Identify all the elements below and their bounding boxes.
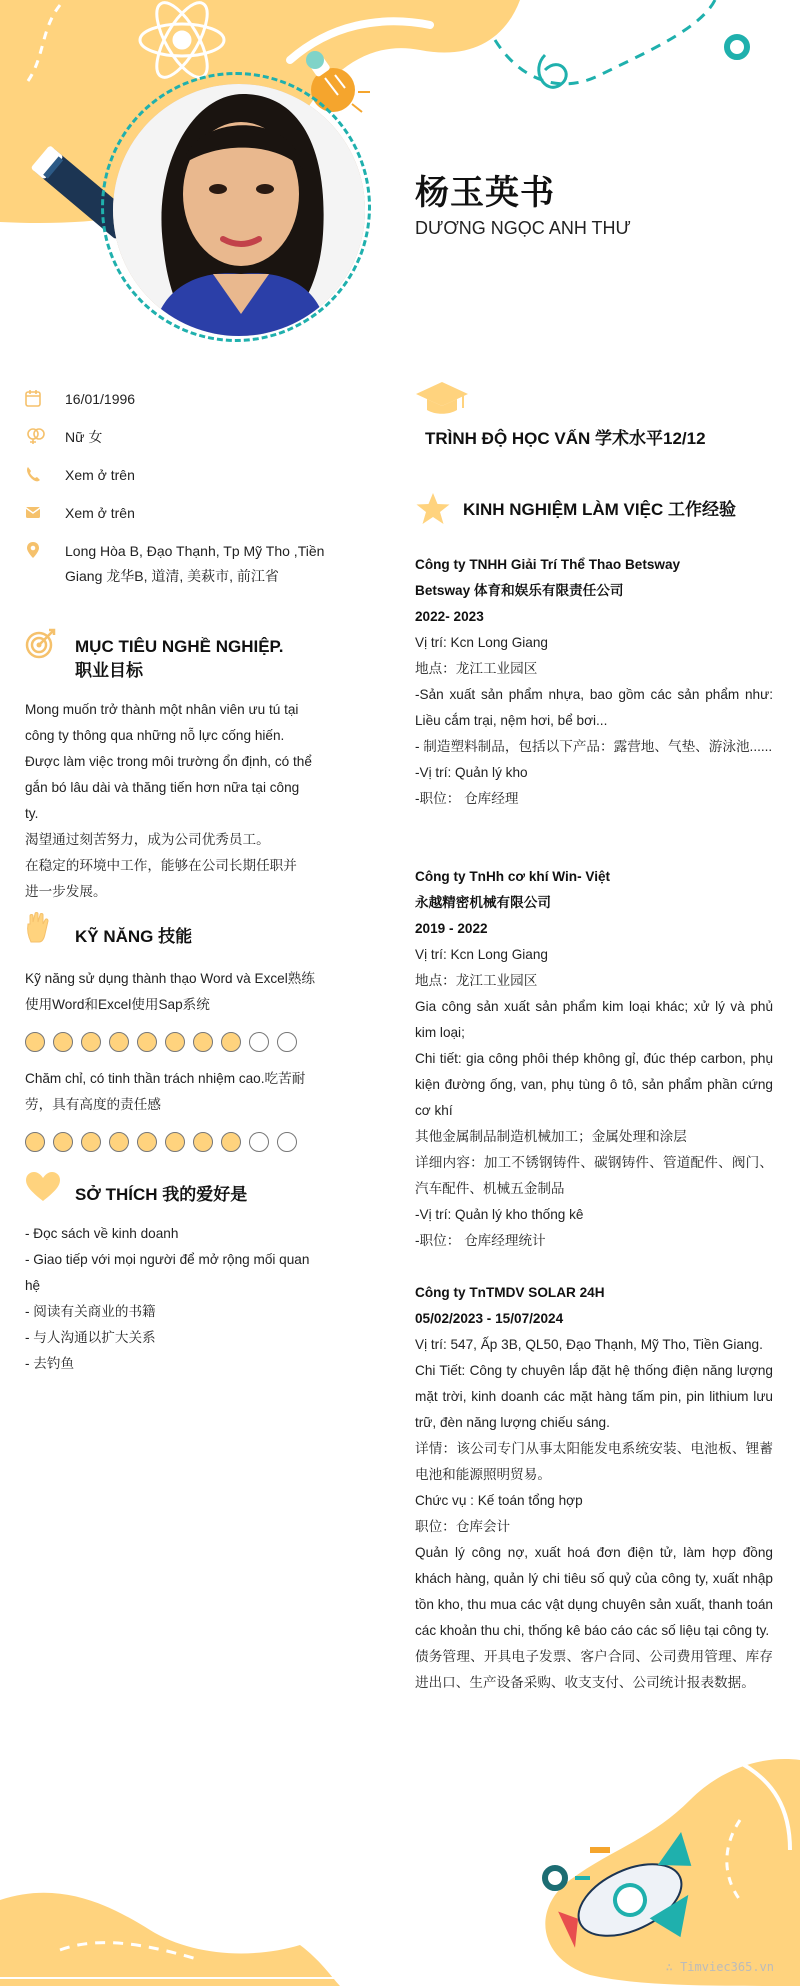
rating-dot	[193, 1132, 213, 1152]
skill-1-rating	[25, 1032, 297, 1052]
skill-1-line-2: 使用Word和Excel使用Sap系统	[25, 997, 210, 1012]
rating-dot	[109, 1032, 129, 1052]
rating-dot	[277, 1032, 297, 1052]
job-2-company-cn: 永越精密机械有限公司	[415, 895, 551, 910]
job-1-company-cn: Betsway 体育和娱乐有限责任公司	[415, 583, 624, 598]
hobbies-title: SỞ THÍCH 我的爱好是	[75, 1185, 248, 1204]
job-3-period: 05/02/2023 - 15/07/2024	[415, 1311, 564, 1326]
hand-icon	[25, 912, 49, 944]
gender-text: Nữ 女	[65, 429, 103, 445]
job-2-line: 其他金属制品制造机械加工；金属处理和涂层	[415, 1129, 687, 1144]
objective-line: 渴望通过刻苦努力，成为公司优秀员工。	[25, 832, 270, 847]
skill-1-text	[25, 966, 325, 1018]
job-2-company: Công ty TnHh cơ khí Win- Việt	[415, 869, 611, 884]
skill-2-line-2: 劳，具有高度的责任感	[25, 1097, 161, 1112]
job-2-line: -Vị trí: Quản lý kho thống kê	[415, 1207, 584, 1222]
job-2-line: Gia công sản xuất sản phẩm kim loại khác; xử lý và phủ kim loại;	[415, 999, 773, 1040]
education-title: TRÌNH ĐỘ HỌC VẤN 学术水平12/12	[425, 429, 706, 448]
hobby-line: hệ	[25, 1278, 41, 1293]
rating-dot	[137, 1132, 157, 1152]
objective-title-line-1: MỤC TIÊU NGHỀ NGHIỆP.	[75, 637, 284, 656]
objective-title	[75, 635, 283, 683]
job-2-line: -职位： 仓库经理统计	[415, 1233, 546, 1248]
rating-dot	[193, 1032, 213, 1052]
teal-ring	[727, 37, 747, 57]
job-2-line: Vị trí: Kcn Long Giang	[415, 947, 548, 962]
job-3-company: Công ty TnTMDV SOLAR 24H	[415, 1285, 605, 1300]
objective-line: 进一步发展。	[25, 884, 107, 899]
avatar-photo	[113, 84, 365, 336]
rating-dot	[137, 1032, 157, 1052]
rating-dot	[249, 1032, 269, 1052]
objective-line: ty.	[25, 806, 39, 821]
job-3-line: 详情：该公司专门从事太阳能发电系统安装、电池板、锂蓄电池和能源照明贸易。	[415, 1441, 773, 1482]
objective-line: 在稳定的环境中工作，能够在公司长期任职并	[25, 858, 297, 873]
objective-line: công ty thông qua những nỗ lực cống hiến.	[25, 728, 285, 743]
skill-1-line-1: Kỹ năng sử dụng thành thạo Word và Excel熟练	[25, 971, 315, 986]
job-3	[415, 1280, 773, 1696]
dashed-path-top	[495, 0, 715, 84]
rating-dot	[221, 1032, 241, 1052]
rating-dot	[53, 1032, 73, 1052]
experience-title: KINH NGHIỆM LÀM VIỆC 工作经验	[463, 500, 736, 519]
job-3-line: Vị trí: 547, Ấp 3B, QL50, Đạo Thạnh, Mỹ Tho, Tiền Giang.	[415, 1337, 763, 1352]
job-1-line: 地点：龙江工业园区	[415, 661, 538, 676]
contact-birthdate	[25, 387, 325, 412]
name-vietnamese: DƯƠNG NGỌC ANH THƯ	[415, 218, 631, 238]
job-1-company: Công ty TNHH Giải Trí Thể Thao Betsway	[415, 557, 681, 572]
watermark: ∴ Timviec365.vn	[665, 1960, 774, 1974]
star-icon	[415, 492, 451, 526]
rating-dot	[53, 1132, 73, 1152]
rating-dot	[25, 1032, 45, 1052]
watermark-text: Timviec365.vn	[680, 1960, 774, 1974]
skill-2-text	[25, 1066, 325, 1118]
job-3-line: Chức vụ : Kế toán tổng hợp	[415, 1493, 583, 1508]
address-line-2: Giang 龙华B, 道清, 美萩市, 前江省	[65, 568, 279, 584]
phone-icon	[25, 465, 41, 483]
job-2	[415, 864, 773, 1254]
address-line-1: Long Hòa B, Đạo Thạnh, Tp Mỹ Tho ,Tiền	[65, 543, 325, 559]
rating-dot	[221, 1132, 241, 1152]
contact-phone	[25, 463, 325, 488]
rating-dot	[165, 1032, 185, 1052]
avatar-illustration	[113, 84, 365, 336]
objective-title-line-2: 职业目标	[75, 661, 143, 680]
rating-dot	[25, 1132, 45, 1152]
contact-gender	[25, 425, 325, 450]
hobbies-text	[25, 1221, 325, 1377]
email-text: Xem ở trên	[65, 505, 135, 521]
objective-line: gắn bó lâu dài và thăng tiến hơn nữa tại công	[25, 780, 300, 795]
job-1	[415, 552, 773, 812]
job-3-line: 职位：仓库会计	[415, 1519, 511, 1534]
bottom-left-yellow-blob	[0, 1893, 340, 1986]
job-1-line: - 制造塑料制品，包括以下产品：露营地、气垫、游泳池......	[415, 739, 773, 754]
phone-text: Xem ở trên	[65, 467, 135, 483]
job-2-line: Chi tiết: gia công phôi thép không gỉ, đúc thép carbon, phụ kiện đường ống, van, phụ tùng ô tô, sản phẩm phần cứng cơ khí	[415, 1051, 773, 1118]
heart-icon	[25, 1172, 61, 1202]
job-1-line: -Vị trí: Quản lý kho	[415, 765, 528, 780]
hobby-line: - 去钓鱼	[25, 1356, 75, 1371]
rating-dot	[81, 1032, 101, 1052]
job-1-line: Vị trí: Kcn Long Giang	[415, 635, 548, 650]
location-icon	[25, 541, 41, 559]
objective-text	[25, 697, 325, 905]
job-2-line: 详细内容：加工不锈钢铸件、碳钢铸件、管道配件、阀门、汽车配件、机械五金制品	[415, 1155, 773, 1196]
rating-dot	[165, 1132, 185, 1152]
objective-line: Được làm việc trong môi trường ổn định, có thể	[25, 754, 312, 769]
skill-2-line-1: Chăm chỉ, có tinh thần trách nhiệm cao.吃苦耐	[25, 1071, 306, 1086]
objective-line: Mong muốn trở thành một nhân viên ưu tú tại	[25, 702, 299, 717]
job-3-line: Quản lý công nợ, xuất hoá đơn điện tử, làm hợp đồng khách hàng, quản lý chi tiêu số quỷ của công ty, xuất nhập tồn kho, thu mua các vật dụng chuyên sản xuất, thanh toán các khoản thu chi, thống kê báo cáo các số liệu tại công ty.	[415, 1545, 773, 1638]
rating-dot	[109, 1132, 129, 1152]
hobby-line: - Đọc sách về kinh doanh	[25, 1226, 179, 1241]
name-chinese: 杨玉英书	[415, 174, 555, 212]
graduation-cap-icon	[415, 380, 469, 416]
hobby-line: - 与人沟通以扩大关系	[25, 1330, 156, 1345]
rating-dot	[277, 1132, 297, 1152]
contact-email	[25, 501, 325, 526]
calendar-icon	[25, 389, 41, 407]
hobby-line: - Giao tiếp với mọi người để mở rộng mối quan	[25, 1252, 310, 1267]
email-icon	[25, 503, 41, 521]
job-2-period: 2019 - 2022	[415, 921, 488, 936]
job-1-line: -职位： 仓库经理	[415, 791, 519, 806]
job-1-period: 2022- 2023	[415, 609, 484, 624]
job-2-line: 地点：龙江工业园区	[415, 973, 538, 988]
gender-icon	[25, 427, 47, 445]
target-icon	[25, 627, 57, 659]
rating-dot	[249, 1132, 269, 1152]
job-3-line: 债务管理、开具电子发票、客户合同、公司费用管理、库存进出口、生产设备采购、收支支付、公司统计报表数据。	[415, 1649, 773, 1690]
skill-2-rating	[25, 1132, 297, 1152]
skills-title: KỸ NĂNG 技能	[75, 927, 193, 946]
rating-dot	[81, 1132, 101, 1152]
hobby-line: - 阅读有关商业的书籍	[25, 1304, 156, 1319]
job-3-line: Chi Tiết: Công ty chuyên lắp đặt hệ thống điện năng lượng mặt trời, kinh doanh các mặt hàng tấm pin, pin lithium lưu trữ, đèn năng lượng chiếu sáng.	[415, 1363, 773, 1430]
job-1-line: -Sản xuất sản phẩm nhựa, bao gồm các sản phẩm như: Liều cắm trại, nệm hơi, bể bơi...	[415, 687, 773, 728]
teal-ring-bottom	[545, 1868, 565, 1888]
birthdate-text: 16/01/1996	[65, 391, 136, 407]
address-text	[65, 539, 324, 589]
contact-address	[25, 539, 325, 589]
